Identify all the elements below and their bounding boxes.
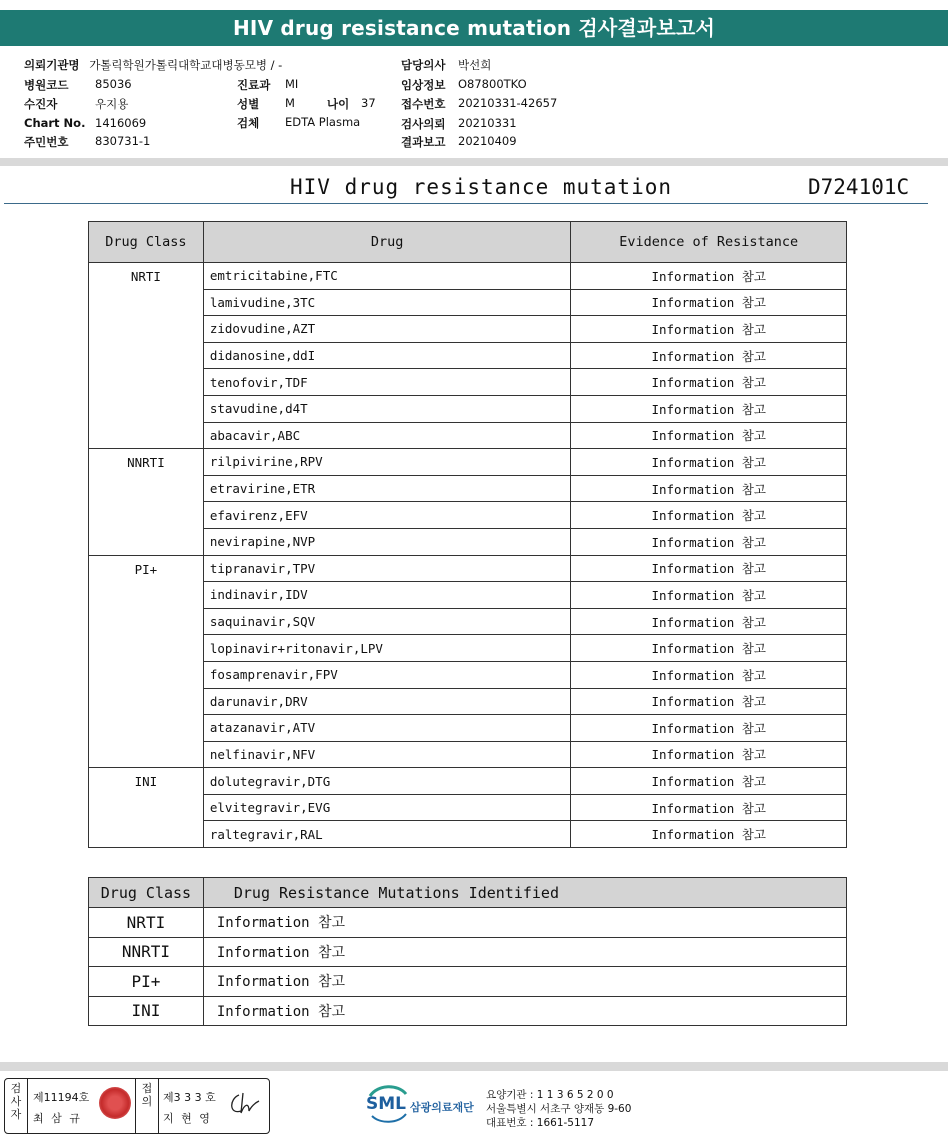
mutation-class-cell: INI [89,996,204,1026]
drug-cell: tipranavir,TPV [203,555,571,582]
verifier-name: 지 현 영 [163,1112,212,1125]
evidence-cell: Information 참고 [571,528,847,555]
examinee-value: 우지용 [95,97,129,111]
section-code: D724101C [808,175,910,199]
table-row [89,263,847,290]
drug-cell: fosamprenavir,FPV [203,661,571,688]
evidence-cell: Information 참고 [571,608,847,635]
resident-no-row [24,134,151,150]
age-value: 37 [361,96,376,110]
table-row [89,555,847,582]
mutation-class-cell: PI+ [89,967,204,997]
drug-class-cell: INI [89,768,204,848]
footer-divider [0,1062,948,1071]
signature-box [4,1078,270,1134]
evidence-cell: Information 참고 [571,263,847,290]
table-row [89,449,847,476]
section-rule [4,203,928,204]
sign-divider [158,1079,159,1133]
evidence-cell: Information 참고 [571,369,847,396]
mutation-cell: Information 참고 [203,996,846,1026]
header-divider [0,158,948,166]
evidence-cell: Information 참고 [571,342,847,369]
drug-cell: indinavir,IDV [203,582,571,609]
table-row [89,908,847,938]
phone: 대표번호 : 1661-5117 [486,1117,595,1129]
mutation-header-mutations: Drug Resistance Mutations Identified [203,878,846,908]
department-label: 진료과 [237,78,271,92]
mutation-class-cell: NNRTI [89,937,204,967]
resident-no-value: 830731-1 [95,134,151,148]
drug-class-cell: NNRTI [89,449,204,555]
table-row [89,967,847,997]
examinee-label: 수진자 [24,97,58,111]
doctor-value: 박선희 [458,58,492,72]
evidence-cell: Information 참고 [571,582,847,609]
hospital-code-value: 85036 [95,77,132,91]
evidence-cell: Information 참고 [571,422,847,449]
drug-cell: efavirenz,EFV [203,502,571,529]
evidence-cell: Information 참고 [571,502,847,529]
receipt-row [401,96,558,112]
header-evidence: Evidence of Resistance [571,222,847,263]
foundation-name: 삼광의료재단 [410,1101,474,1114]
drug-cell: darunavir,DRV [203,688,571,715]
evidence-cell: Information 참고 [571,661,847,688]
chart-no-label: Chart No. [24,116,86,130]
sign-divider [27,1079,28,1133]
verifier-license: 제3 3 3 호 [163,1091,216,1104]
drug-cell: atazanavir,ATV [203,715,571,742]
hospital-code-label: 병원코드 [24,78,69,92]
table-row [89,996,847,1026]
doctor-row [401,57,492,73]
header-drug: Drug [203,222,571,263]
report-title: HIV drug resistance mutation 검사결과보고서 [0,10,948,46]
specimen-label: 검체 [237,116,260,130]
evidence-cell: Information 참고 [571,794,847,821]
evidence-cell: Information 참고 [571,555,847,582]
report-date-value: 20210409 [458,134,517,148]
receipt-label: 접수번호 [401,97,446,111]
verifier-signature [227,1089,261,1119]
institution-label: 의뢰기관명 [24,58,80,72]
sex-label: 성별 [237,97,260,111]
drug-class-cell: PI+ [89,555,204,768]
table-row [89,937,847,967]
specimen-row [237,115,361,131]
hospital-code-row [24,77,132,93]
drug-class-cell: NRTI [89,263,204,449]
drug-cell: lopinavir+ritonavir,LPV [203,635,571,662]
table-header-row [89,222,847,263]
mutation-header-row [89,878,847,908]
drug-cell: rilpivirine,RPV [203,449,571,476]
mutation-class-cell: NRTI [89,908,204,938]
tester-license: 제11194호 [33,1091,90,1104]
logo-text: SML [366,1094,406,1114]
drug-cell: stavudine,d4T [203,395,571,422]
clinical-row [401,77,527,93]
mutation-cell: Information 참고 [203,937,846,967]
table-row [89,768,847,795]
specimen-value: EDTA Plasma [285,115,361,129]
evidence-cell: Information 참고 [571,395,847,422]
drug-cell: lamivudine,3TC [203,289,571,316]
evidence-cell: Information 참고 [571,688,847,715]
examinee-row [24,96,129,112]
sign-divider [135,1079,136,1133]
mutation-cell: Information 참고 [203,908,846,938]
evidence-cell: Information 참고 [571,316,847,343]
drug-cell: saquinavir,SQV [203,608,571,635]
institution-value: 가톨릭학원가톨릭대학교대병동모병 / - [89,58,283,72]
report-date-label: 결과보고 [401,135,446,149]
verifier-label: 접 의 [141,1082,153,1108]
care-code: 요양기관 : 1 1 3 6 5 2 0 0 [486,1089,614,1101]
tester-name: 최 삼 규 [33,1112,82,1125]
tester-seal [99,1087,131,1119]
resident-no-label: 주민번호 [24,135,69,149]
evidence-cell: Information 참고 [571,715,847,742]
mutation-table [88,877,847,1026]
evidence-cell: Information 참고 [571,475,847,502]
tester-label: 검 사 자 [10,1082,22,1121]
evidence-cell: Information 참고 [571,635,847,662]
evidence-cell: Information 참고 [571,289,847,316]
drug-cell: abacavir,ABC [203,422,571,449]
evidence-cell: Information 참고 [571,768,847,795]
header-drug-class: Drug Class [89,222,204,263]
chart-no-row [24,116,147,130]
chart-no-value: 1416069 [95,116,147,130]
drug-cell: didanosine,ddI [203,342,571,369]
clinical-value: O87800TKO [458,77,527,91]
section-title: HIV drug resistance mutation [290,175,673,199]
doctor-label: 담당의사 [401,58,446,72]
report-date-row [401,134,517,150]
receipt-value: 20210331-42657 [458,96,558,110]
clinical-label: 임상정보 [401,78,446,92]
sex-value: M [285,96,295,110]
department-value: MI [285,77,299,91]
institution-row [24,57,282,73]
drug-cell: nelfinavir,NFV [203,741,571,768]
age-label: 나이 [327,97,350,111]
drug-cell: nevirapine,NVP [203,528,571,555]
drug-cell: etravirine,ETR [203,475,571,502]
mutation-header-class: Drug Class [89,878,204,908]
drug-cell: raltegravir,RAL [203,821,571,848]
drug-cell: dolutegravir,DTG [203,768,571,795]
evidence-cell: Information 참고 [571,821,847,848]
evidence-cell: Information 참고 [571,449,847,476]
department-row [237,77,299,93]
mutation-cell: Information 참고 [203,967,846,997]
evidence-cell: Information 참고 [571,741,847,768]
drug-cell: tenofovir,TDF [203,369,571,396]
request-value: 20210331 [458,116,517,130]
drug-cell: emtricitabine,FTC [203,263,571,290]
request-row [401,116,517,132]
sex-age-row [237,96,376,112]
address: 서울특별시 서초구 양재동 9-60 [486,1103,632,1115]
drug-cell: elvitegravir,EVG [203,794,571,821]
drug-resistance-table [88,221,847,848]
request-label: 검사의뢰 [401,117,446,131]
sml-logo [366,1084,486,1124]
drug-cell: zidovudine,AZT [203,316,571,343]
